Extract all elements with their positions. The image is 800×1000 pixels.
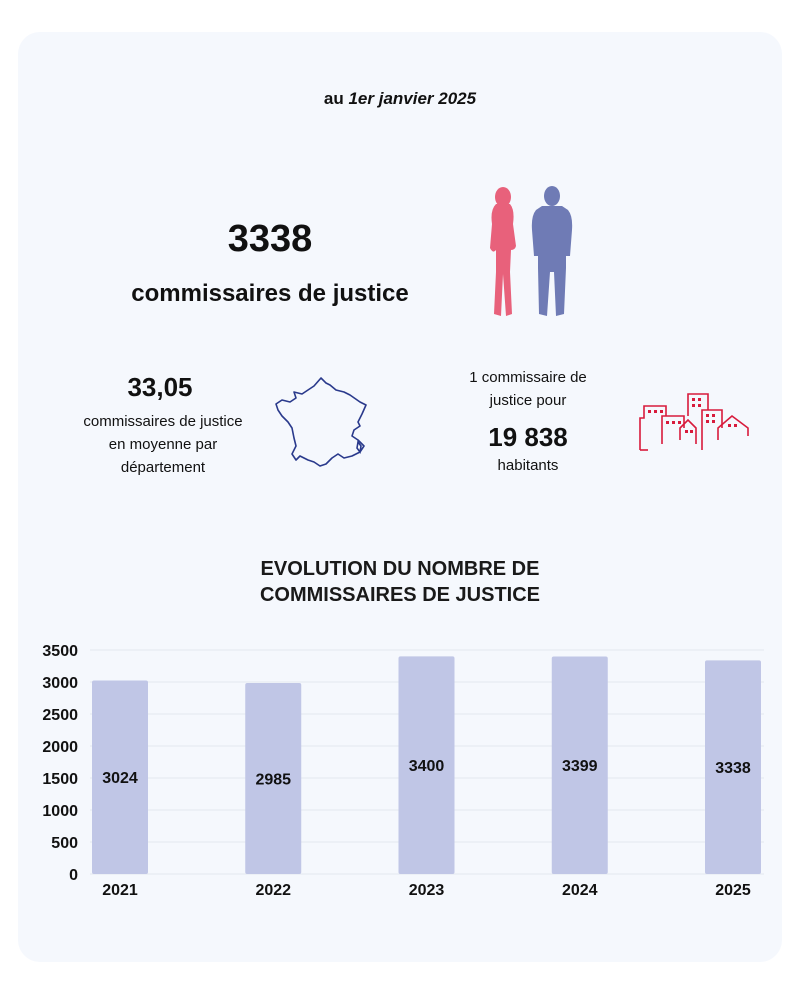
habitants-suffix-text: habitants <box>497 457 559 474</box>
x-tick-label: 2025 <box>715 882 751 899</box>
y-tick-label: 500 <box>51 835 78 852</box>
x-tick-label: 2023 <box>408 882 445 899</box>
bar-chart <box>0 630 800 910</box>
chart-title: EVOLUTION DU NOMBRE DE COMMISSAIRES DE JUSTICE <box>259 558 541 606</box>
woman-silhouette <box>490 187 516 316</box>
data-label-2021: 3024 <box>102 770 138 788</box>
woman-man-silhouette-icon <box>480 184 580 320</box>
habitants-prefix-text: 1 commissaire de justice pour <box>469 369 587 409</box>
france-map-icon <box>274 374 370 470</box>
y-tick-label: 2500 <box>42 707 78 724</box>
departement-average-text: commissaires de justice en moyenne par département <box>83 413 243 476</box>
data-label-2023: 3400 <box>408 758 445 776</box>
y-tick-label: 3000 <box>42 675 78 692</box>
data-label-2022: 2985 <box>255 771 292 789</box>
headline-caption: commissaires de justice <box>131 280 409 307</box>
data-label-2024: 3399 <box>561 758 598 776</box>
y-tick-label: 1000 <box>42 803 78 820</box>
habitants-number: 19 838 <box>488 422 568 452</box>
x-tick-label: 2021 <box>102 882 138 899</box>
x-tick-label: 2024 <box>561 882 598 899</box>
x-tick-label: 2022 <box>255 882 292 899</box>
y-tick-label: 1500 <box>42 771 78 788</box>
y-tick-label: 2000 <box>42 739 78 756</box>
y-tick-label: 3500 <box>42 643 78 660</box>
man-silhouette <box>532 186 572 316</box>
reference-date: au 1er janvier 2025 <box>323 89 477 108</box>
city-buildings-icon <box>636 388 756 454</box>
departement-average-number: 33,05 <box>127 372 193 402</box>
data-label-2025: 3338 <box>715 760 751 778</box>
y-tick-label: 0 <box>69 867 78 884</box>
headline-number: 3338 <box>227 218 313 260</box>
